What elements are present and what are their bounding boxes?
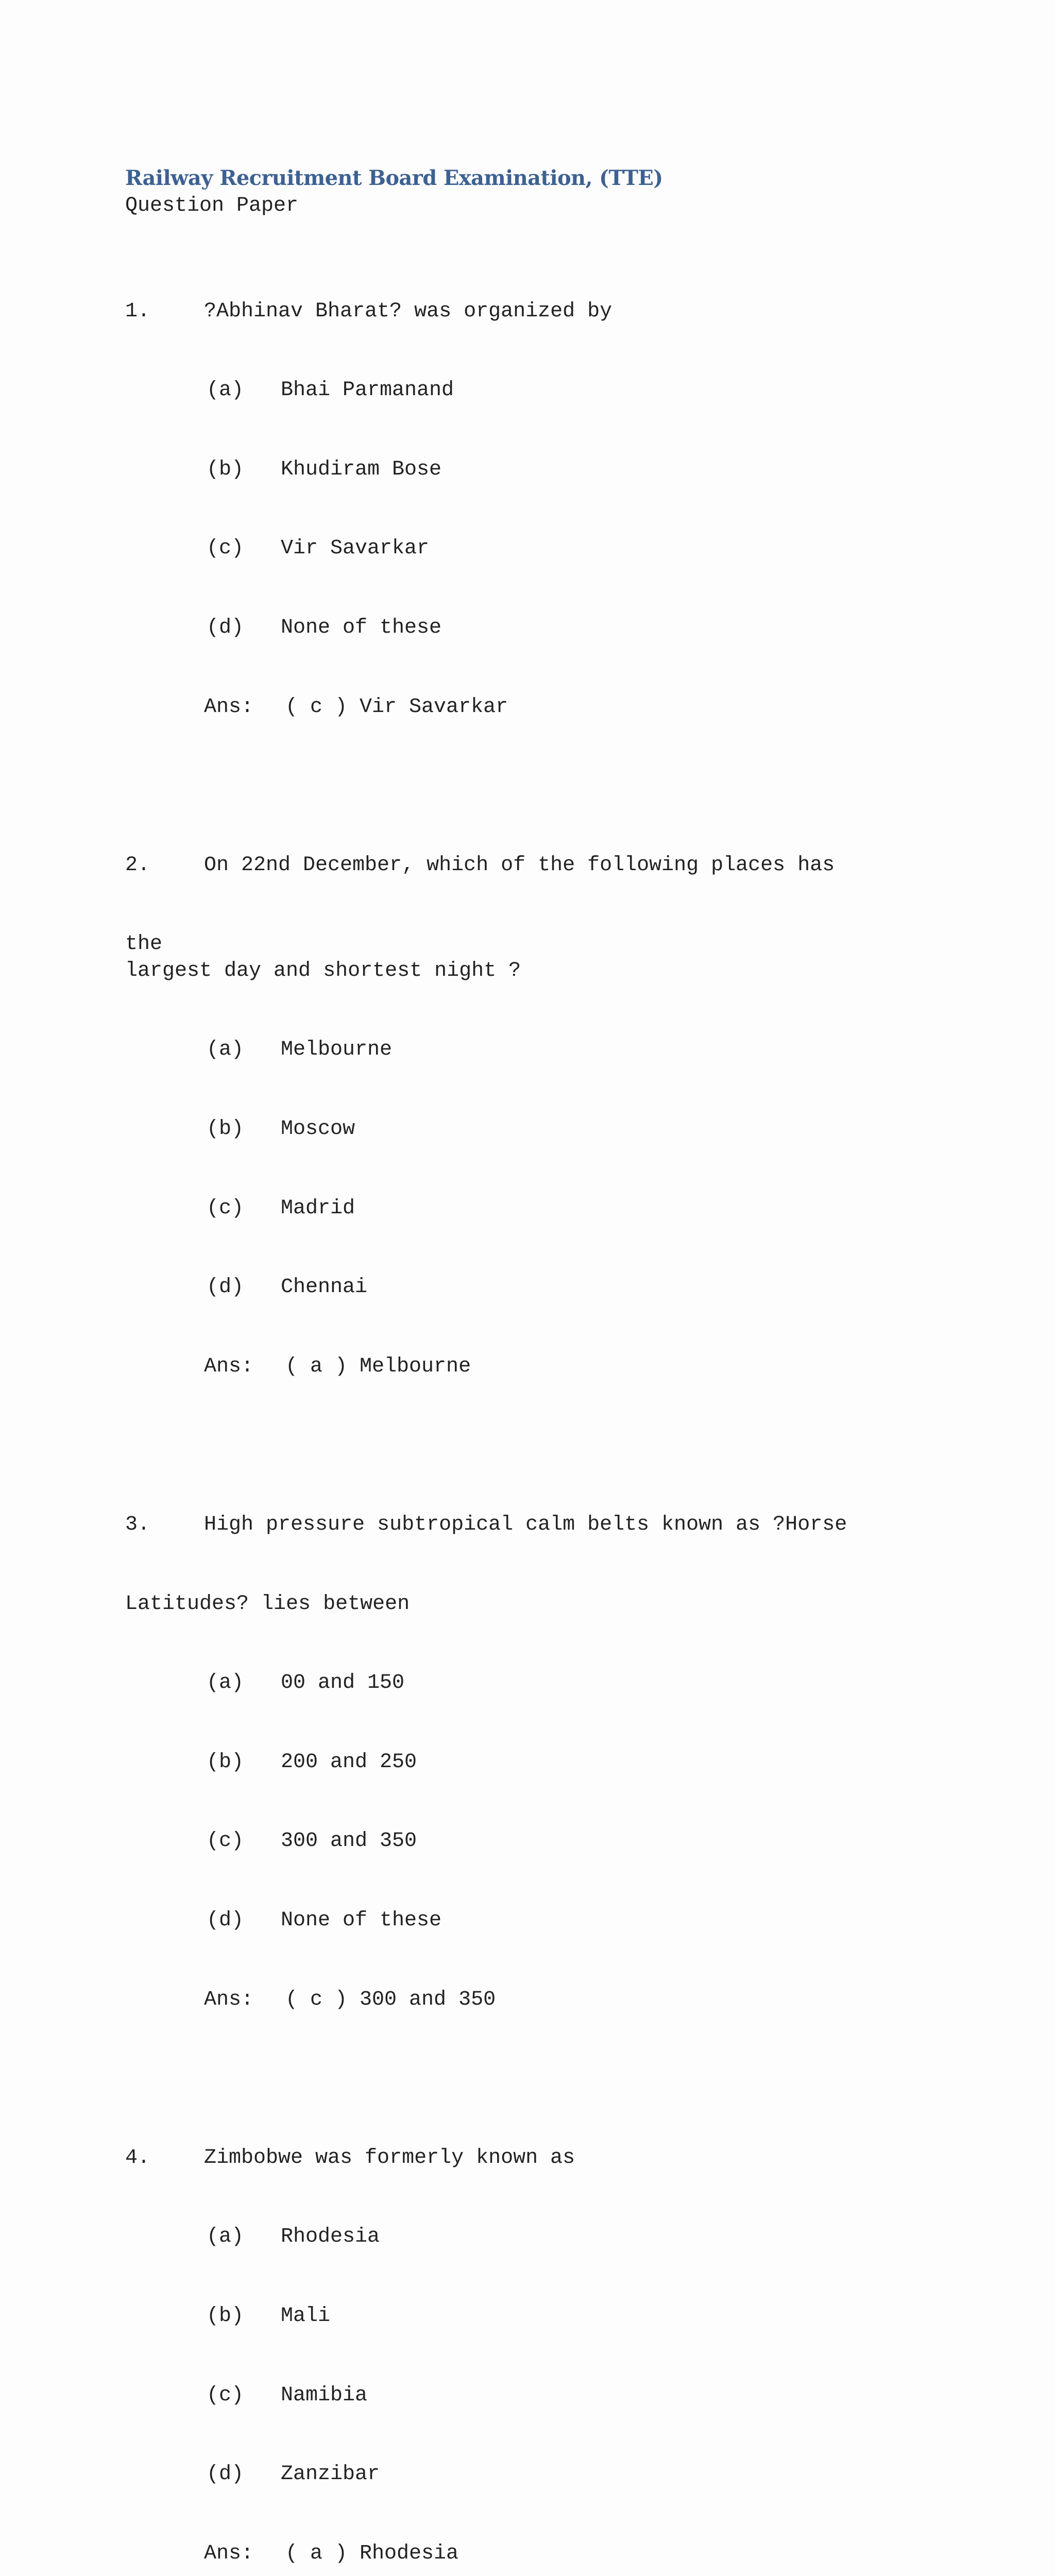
option-a (125, 1670, 970, 1696)
option-label: (d) (207, 616, 244, 640)
document-subtitle: Question Paper (125, 194, 299, 217)
answer-label: Ans: (204, 695, 254, 719)
option-value: Vir Savarkar (281, 537, 430, 561)
question-text: On 22nd December, which of the following places has (204, 853, 835, 877)
option-value: Zanzibar (281, 2463, 380, 2486)
answer-choice: ( a ) (285, 1354, 360, 1378)
answer-line (125, 694, 970, 720)
option-value: Moscow (281, 1117, 355, 1141)
question-text: Zimbobwe was formerly known as (204, 2146, 575, 2170)
answer-line (125, 2540, 970, 2567)
option-label: (b) (207, 2304, 244, 2328)
option-value: Namibia (281, 2383, 368, 2407)
document-page (125, 164, 970, 2576)
question-2 (125, 799, 970, 1432)
answer-line (125, 1987, 970, 2013)
option-c (125, 1195, 970, 1222)
option-c (125, 535, 970, 562)
option-value: None of these (281, 616, 442, 640)
option-b (125, 1749, 970, 1775)
question-4 (125, 2092, 970, 2576)
option-d (125, 1274, 970, 1300)
option-d (125, 1907, 970, 1934)
option-d (125, 615, 970, 641)
option-value: Rhodesia (281, 2225, 380, 2249)
question-number: 2. (125, 853, 150, 877)
option-label: (b) (207, 1117, 244, 1141)
option-label: (c) (207, 537, 244, 561)
option-a (125, 1037, 970, 1063)
option-c (125, 1828, 970, 1854)
question-1 (125, 245, 970, 773)
answer-label: Ans: (204, 1354, 254, 1378)
option-label: (d) (207, 2463, 244, 2486)
answer-text: 300 and 350 (360, 1988, 496, 2011)
option-label: (b) (207, 1750, 244, 1774)
option-b (125, 2303, 970, 2329)
option-label: (c) (207, 1829, 244, 1853)
option-label: (c) (207, 2383, 244, 2407)
option-value: Bhai Parmanand (281, 379, 454, 402)
question-number: 3. (125, 1513, 150, 1536)
option-d (125, 2461, 970, 2487)
question-text: High pressure subtropical calm belts known as ?Horse (204, 1513, 847, 1536)
option-value: Khudiram Bose (281, 457, 442, 481)
answer-line (125, 1353, 970, 1380)
option-value: Melbourne (281, 1038, 393, 1062)
option-value: 200 and 250 (281, 1750, 417, 1774)
answer-text: Vir Savarkar (360, 695, 508, 719)
question-text-continued: the largest day and shortest night ? (125, 933, 521, 982)
option-label: (a) (207, 2225, 244, 2249)
option-label: (d) (207, 1276, 244, 1299)
question-3 (125, 1459, 970, 2066)
option-value: Mali (281, 2304, 331, 2328)
answer-choice: ( c ) (285, 695, 360, 719)
question-number: 1. (125, 299, 150, 323)
option-value: None of these (281, 1908, 442, 1932)
option-label: (b) (207, 457, 244, 481)
question-number: 4. (125, 2146, 150, 2170)
option-value: Chennai (281, 1276, 368, 1299)
answer-label: Ans: (204, 1988, 254, 2011)
document-title: Railway Recruitment Board Examination, (TTE) (125, 166, 663, 190)
answer-text: Rhodesia (360, 2541, 459, 2565)
answer-choice: ( a ) (285, 2541, 360, 2565)
option-c (125, 2382, 970, 2409)
question-text: ?Abhinav Bharat? was organized by (204, 299, 612, 323)
option-label: (a) (207, 1038, 244, 1062)
answer-choice: ( c ) (285, 1988, 360, 2011)
option-label: (c) (207, 1196, 244, 1220)
answer-text: Melbourne (360, 1354, 471, 1378)
option-label: (a) (207, 1671, 244, 1695)
answer-label: Ans: (204, 2541, 254, 2565)
option-label: (d) (207, 1908, 244, 1932)
option-a (125, 377, 970, 403)
option-label: (a) (207, 379, 244, 402)
question-text-continued: Latitudes? lies between (125, 1592, 410, 1616)
option-value: 00 and 150 (281, 1671, 405, 1695)
option-value: Madrid (281, 1196, 355, 1220)
option-a (125, 2224, 970, 2250)
option-value: 300 and 350 (281, 1829, 417, 1853)
option-b (125, 1116, 970, 1142)
option-b (125, 456, 970, 483)
